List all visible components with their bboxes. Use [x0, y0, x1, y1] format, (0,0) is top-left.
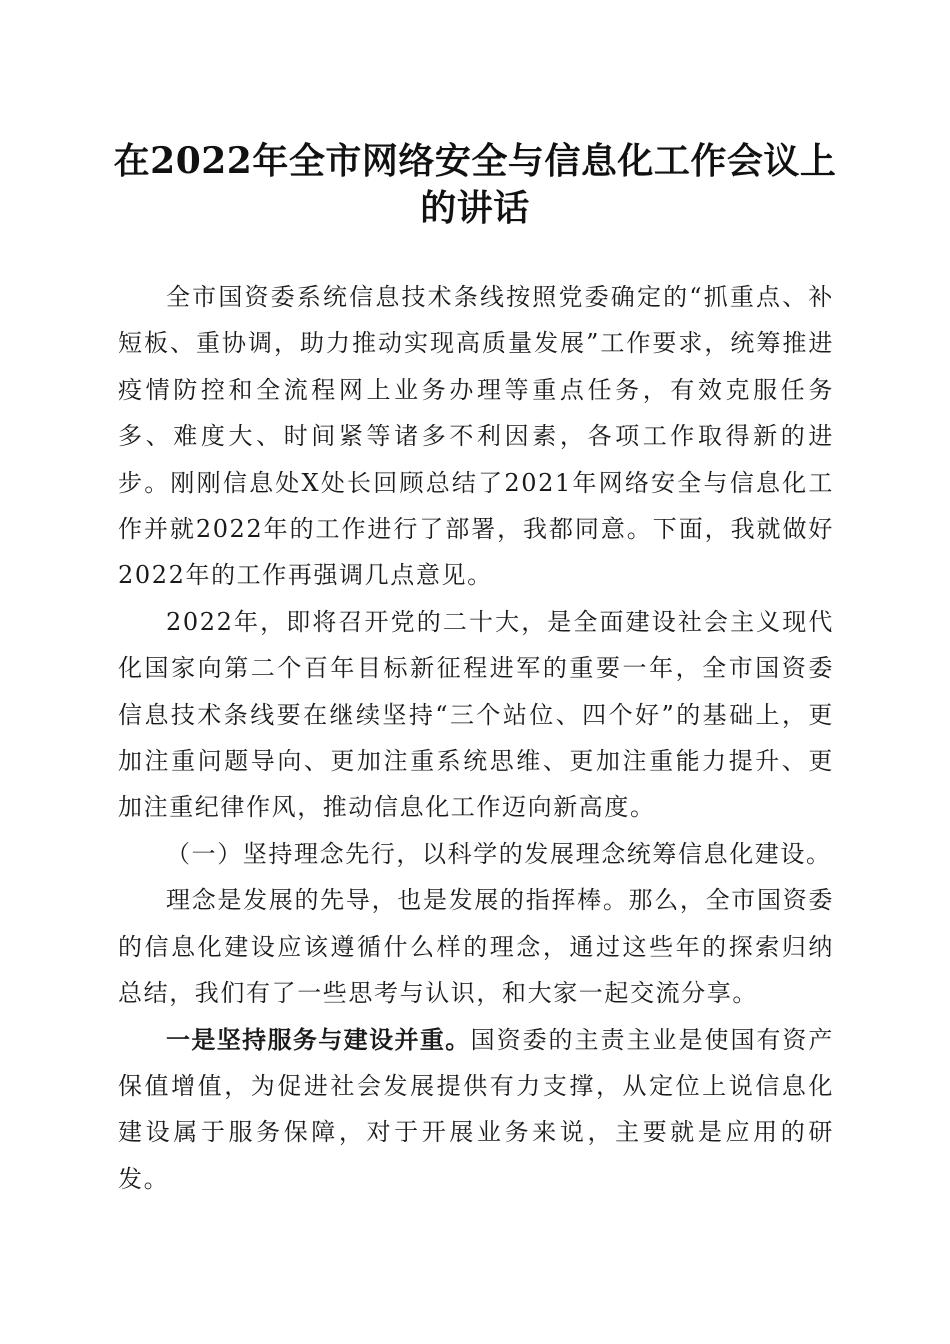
document-title: [100, 138, 850, 232]
paragraph-2022-overview: 2022年，即将召开党的二十大，是全面建设社会主义现代化国家向第二个百年目标新征程进军的重要一年，全市国资委信息技术条线要在继续坚持“三个站位、四个好”的基础上，更加注重问题导向、更加注重系统思维、更加注重能力提升、更加注重纪律作风，推动信息化工作迈向新高度。: [118, 607, 834, 822]
paragraph-philosophy: 理念是发展的先导，也是发展的指挥棒。那么，全市国资委的信息化建设应该遵循什么样的理念，通过这些年的探索归纳总结，我们有了一些思考与认识，和大家一起交流分享。: [118, 886, 834, 1008]
document-body: [118, 274, 834, 1202]
section-heading-1: （一）坚持理念先行，以科学的发展理念统筹信息化建设。: [166, 839, 832, 868]
paragraph-intro: 全市国资委系统信息技术条线按照党委确定的“抓重点、补短板、重协调，助力推动实现高质量发展”工作要求，统筹推进疫情防控和全流程网上业务办理等重点任务，有效克服任务多、难度大、时间紧等诸多不利因素，各项工作取得新的进步。刚刚信息处X处长回顾总结了2021年网络安全与信息化工作并就2022年的工作进行了部署，我都同意。下面，我就做好2022年的工作再强调几点意见。: [118, 283, 834, 590]
point-one-text: 国资委的主责主业是使国有资产保值增值，为促进社会发展提供有力支撑，从定位上说信息化建设属于服务保障，对于开展业务来说，主要就是应用的研发。: [118, 1025, 834, 1193]
point-one-lead: 一是坚持服务与建设并重。: [166, 1025, 471, 1054]
title-line-2: 的讲话: [420, 187, 530, 229]
title-line-1: 在2022年全市网络安全与信息化工作会议上: [113, 140, 837, 182]
paragraph-point-one: [118, 1017, 834, 1203]
